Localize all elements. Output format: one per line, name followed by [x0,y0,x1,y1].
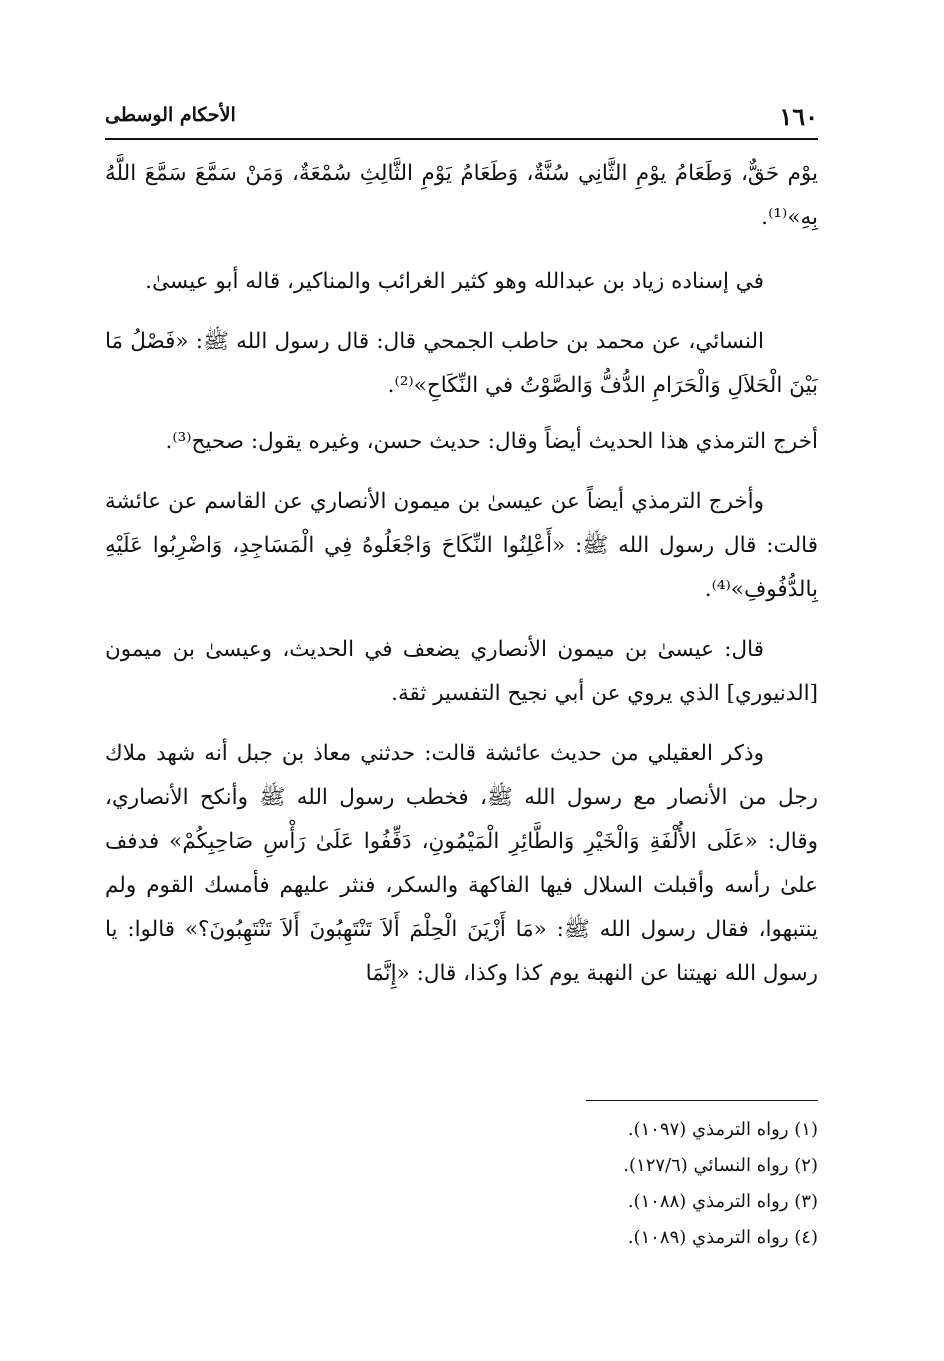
paragraph-narrator-note: قال: عيسىٰ بن ميمون الأنصاري يضعف في الحديث، وعيسىٰ بن ميمون [الدنيوري] الذي يروي عن أبي نجيح التفسير ثقة. [105,637,818,706]
paragraph-tirmidhi-grading: أخرج الترمذي هذا الحديث أيضاً وقال: حديث حسن، وغيره يقول: صحيح⁽³⁾. [165,429,818,454]
paragraph-tirmidhi-hadith: وأخرج الترمذي أيضاً عن عيسىٰ بن ميمون الأنصاري عن القاسم عن عائشة قالت: قال رسول الله ﷺ: «أَعْلِنُوا النِّكَاحَ وَاجْعَلُوهُ فِي الْمَسَاجِدِ، وَاضْرِبُوا عَلَيْهِ بِالدُّفُوفِ»⁽⁴⁾. [105,489,818,602]
page-header [105,100,818,136]
footnote-rule [586,1100,818,1101]
running-title: الأحكام الوسطى [105,104,236,126]
footnote-4: (٤) رواه الترمذي (١٠٨٩). [627,1227,818,1248]
paragraph-hadith-continuation: يوْم حَقٌّ، وَطَعَامُ يوْمِ الثَّانِي سُنَّةٌ، وَطَعَامُ يَوْمِ الثَّالِثِ سُمْعَةٌ، وَمَنْ سَمَّعَ سَمَّعَ اللَّهُ بِهِ»⁽¹⁾. [105,161,818,230]
footnote-3: (٣) رواه الترمذي (١٠٨٨). [627,1191,818,1212]
paragraph-uqaili-hadith: وذكر العقيلي من حديث عائشة قالت: حدثني معاذ بن جبل أنه شهد ملاك رجل من الأنصار مع رسول الله ﷺ، فخطب رسول الله ﷺ وأنكح الأنصاري، وقال: «عَلَى الأُلْفَةِ وَالْخَيْرِ وَالطَّائِرِ الْمَيْمُونِ، دَفِّفُوا عَلَىٰ رَأْسِ صَاحِبِكُمْ» فدفف علىٰ رأسه وأقبلت السلال فيها الفاكهة والسكر، فنثر عليهم فأمسك القوم ولم ينتبهوا، فقال رسول الله ﷺ: «مَا أَزْيَنَ الْحِلْمَ أَلاَ تَنْتَهِبُونَ أَلاَ تَنْتَهِبُونَ؟» قالوا: يا رسول الله نهيتنا عن النهبة يوم كذا وكذا، قال: «إِنَّمَا [105,741,818,986]
header-rule [105,138,818,140]
main-text [105,152,818,996]
footnote-1: (١) رواه الترمذي (١٠٩٧). [627,1119,818,1140]
paragraph-nasai-hadith: النسائي، عن محمد بن حاطب الجمحي قال: قال رسول الله ﷺ: «فَصْلُ مَا بَيْنَ الْحَلاَلِ وَالْحَرَامِ الدُّفُّ وَالصَّوْتُ في النِّكَاحِ»⁽²⁾. [105,329,818,398]
footnotes [318,1112,818,1256]
paragraph-isnad-note: في إسناده زياد بن عبدالله وهو كثير الغرائب والمناكير، قاله أبو عيسىٰ. [145,269,764,294]
footnote-2: (٢) رواه النسائي (١٢٧/٦). [623,1155,818,1176]
page-number: ١٦٠ [779,102,818,131]
